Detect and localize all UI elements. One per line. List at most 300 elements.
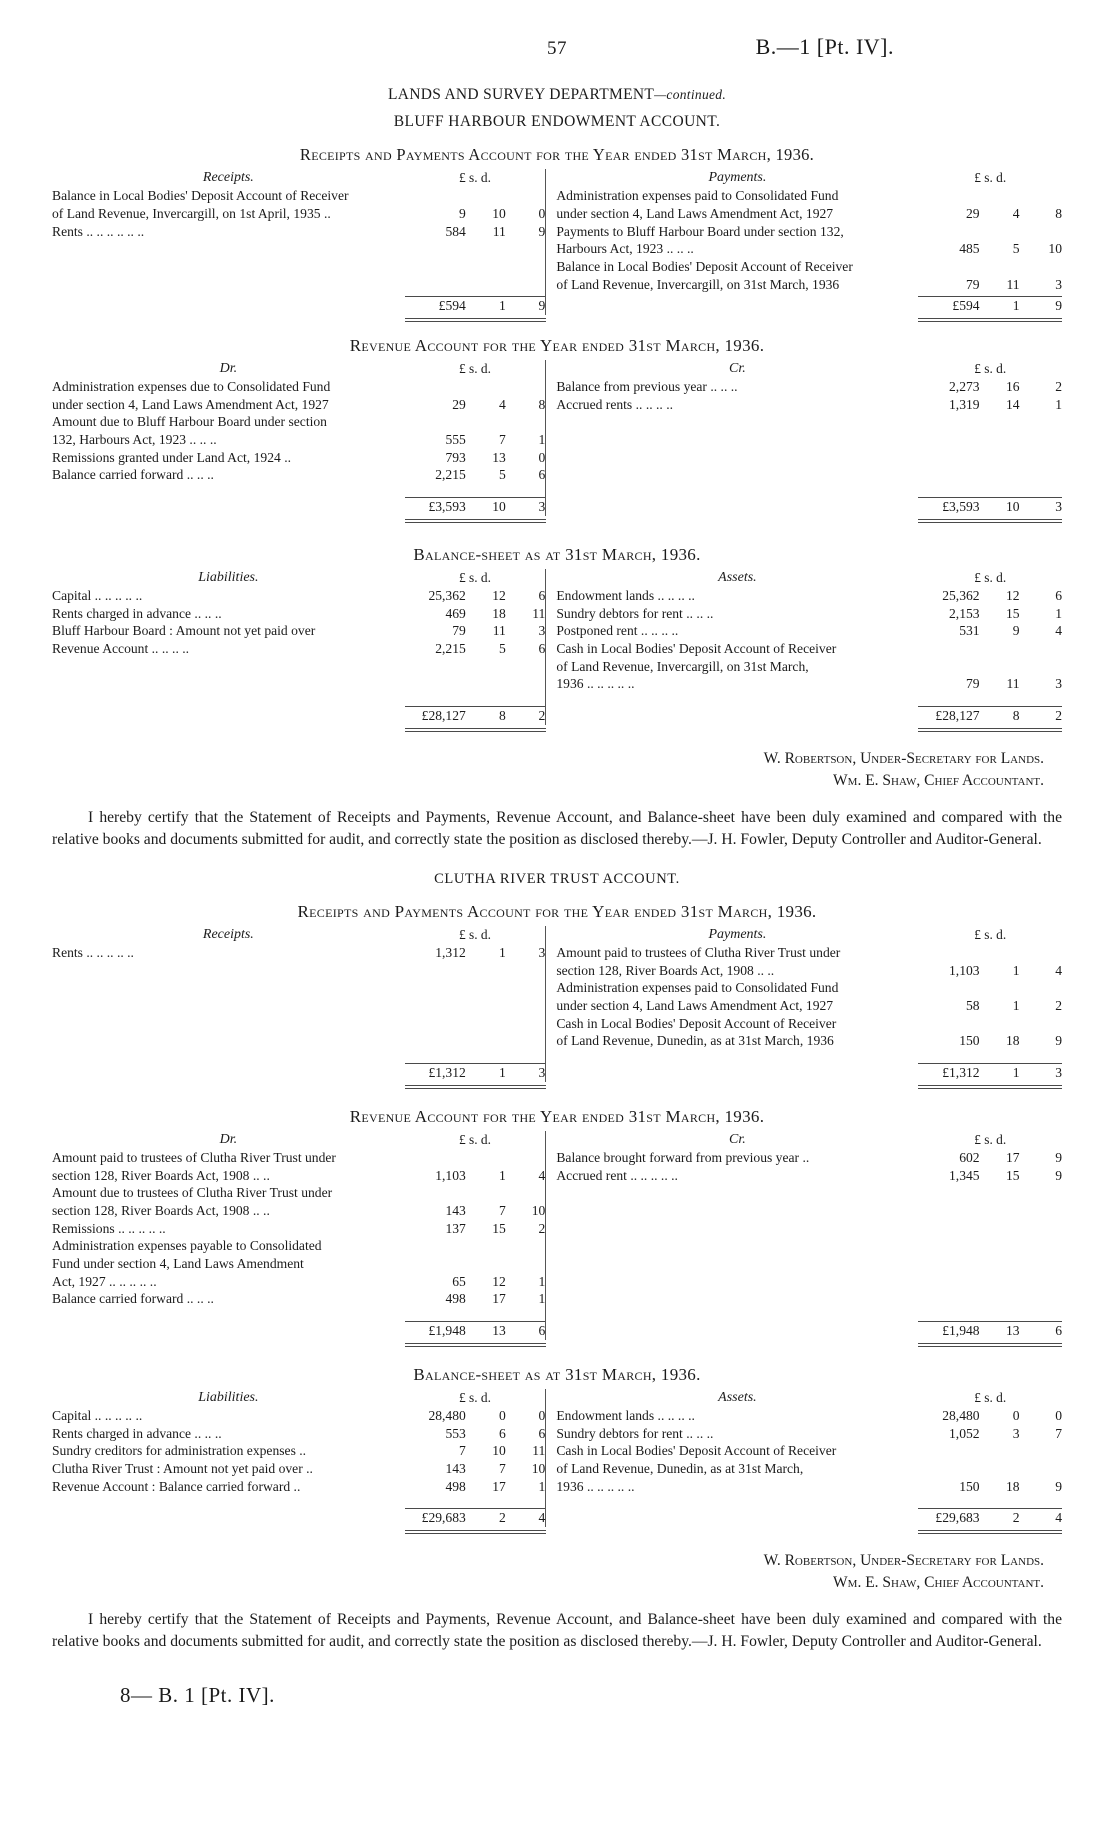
row-shillings: 11 xyxy=(1006,276,1020,292)
row-desc: Rents charged in advance .. .. .. xyxy=(52,605,222,621)
row-desc-cont: of Land Revenue, Invercargill, on 1st April, 1935 .. xyxy=(52,205,331,221)
row-pounds: 79 xyxy=(966,276,980,292)
total-shillings: 8 xyxy=(499,708,506,723)
clutha-revenue-section xyxy=(52,1131,1062,1347)
clutha-balance-sheet-section xyxy=(52,1389,1062,1534)
total-row xyxy=(52,707,1062,725)
row-pounds: 7 xyxy=(459,1443,466,1459)
table-row xyxy=(52,1149,1062,1167)
row-shillings: 15 xyxy=(1005,605,1020,621)
table-header-row xyxy=(52,169,1062,187)
row-pence: 1 xyxy=(538,432,546,448)
row-pounds: 2,215 xyxy=(435,640,466,656)
table-row xyxy=(52,378,1062,396)
bluff-receipts-payments-section xyxy=(52,169,1062,322)
column-divider xyxy=(546,1389,557,1407)
table-row xyxy=(52,1032,1062,1050)
table-row xyxy=(52,1202,1062,1220)
total-shillings: 1 xyxy=(1012,1065,1020,1081)
row-desc: Clutha River Trust : Amount not yet paid over .. xyxy=(52,1460,313,1476)
total-pence: 2 xyxy=(1055,708,1062,723)
row-pounds: 1,052 xyxy=(949,1425,980,1441)
right-money-header: £ s. d. xyxy=(974,1389,1007,1405)
signature-line-1: W. Robertson, Under-Secretary for Lands. xyxy=(763,749,1044,767)
row-shillings: 17 xyxy=(492,1291,506,1307)
row-desc: Sundry debtors for rent .. .. .. xyxy=(556,605,714,621)
row-shillings: 12 xyxy=(1005,587,1020,603)
bluff-revenue-title: Revenue Account for the Year ended 31st March, 1936. xyxy=(349,335,765,355)
table-row xyxy=(52,997,1062,1015)
row-desc: Rents .. .. .. .. .. xyxy=(52,945,134,961)
total-row xyxy=(52,1322,1062,1340)
row-desc: Balance in Local Bodies' Deposit Account of Receiver xyxy=(52,188,349,204)
total-pence: 9 xyxy=(1055,298,1062,314)
right-column-header: Assets. xyxy=(718,569,757,585)
double-rule-row xyxy=(52,725,1062,732)
row-desc: Balance brought forward from previous year .. xyxy=(556,1149,810,1165)
table-row xyxy=(52,223,1062,241)
row-pence: 11 xyxy=(532,1443,546,1459)
clutha-revenue-title: Revenue Account for the Year ended 31st March, 1936. xyxy=(349,1106,765,1126)
row-pounds: 1,312 xyxy=(435,945,466,961)
row-pounds: 137 xyxy=(445,1220,466,1236)
column-divider xyxy=(546,360,557,378)
table-row xyxy=(52,1015,1062,1033)
total-pounds: £29,683 xyxy=(935,1510,980,1526)
left-money-header: £ s. d. xyxy=(458,569,491,585)
bluff-receipts-payments-title: Receipts and Payments Account for the Year ended 31st March, 1936. xyxy=(299,145,815,164)
signature-line-1: W. Robertson, Under-Secretary for Lands. xyxy=(763,1551,1044,1569)
total-pounds: £1,948 xyxy=(428,1323,466,1339)
department-continued: —continued. xyxy=(654,87,727,102)
column-divider xyxy=(546,169,557,187)
left-money-header: £ s. d. xyxy=(458,926,491,942)
row-pounds: 498 xyxy=(445,1478,466,1494)
double-rule-row xyxy=(52,1340,1062,1347)
row-shillings: 7 xyxy=(499,1460,506,1476)
row-pence: 3 xyxy=(1055,676,1062,692)
row-pounds: 584 xyxy=(445,223,466,239)
department-name: LANDS AND SURVEY DEPARTMENT xyxy=(387,86,655,103)
total-pence: 3 xyxy=(1055,1065,1062,1081)
row-desc: Endowment lands .. .. .. .. xyxy=(556,587,695,603)
row-desc: Balance from previous year .. .. .. xyxy=(556,379,738,395)
double-rule-row xyxy=(52,516,1062,523)
right-money-header: £ s. d. xyxy=(974,1131,1007,1147)
row-pounds: 79 xyxy=(966,676,980,692)
row-desc: Rents charged in advance .. .. .. xyxy=(52,1425,222,1441)
row-desc: Administration expenses payable to Consolidated xyxy=(52,1238,322,1254)
double-rule-row xyxy=(52,1527,1062,1534)
row-shillings: 3 xyxy=(1012,1425,1020,1441)
total-pence: 3 xyxy=(538,499,546,515)
right-money-header: £ s. d. xyxy=(974,360,1007,376)
table-header-row xyxy=(52,926,1062,944)
row-pounds: 485 xyxy=(959,241,980,257)
column-divider xyxy=(546,1131,557,1149)
row-pence: 9 xyxy=(1055,1033,1062,1049)
spacer-row xyxy=(52,693,1062,703)
table-row xyxy=(52,1290,1062,1308)
row-desc-cont2: Act, 1927 .. .. .. .. .. xyxy=(52,1273,157,1289)
total-pounds: £3,593 xyxy=(428,499,466,515)
row-pence: 8 xyxy=(538,396,546,412)
row-desc: Cash in Local Bodies' Deposit Account of Receiver xyxy=(556,1015,837,1031)
row-pence: 0 xyxy=(538,1407,546,1423)
row-pence: 10 xyxy=(531,1460,546,1476)
row-desc: Administration expenses due to Consolidated Fund xyxy=(52,379,331,395)
total-row xyxy=(52,297,1062,315)
table-row xyxy=(52,1184,1062,1202)
bluff-signature-block xyxy=(0,748,1044,793)
row-pence: 0 xyxy=(1055,1407,1062,1423)
row-shillings: 1 xyxy=(1012,998,1020,1014)
row-pence: 0 xyxy=(538,449,546,465)
row-desc: Rents .. .. .. .. .. .. xyxy=(52,223,145,239)
row-pounds: 150 xyxy=(959,1478,980,1494)
table-row xyxy=(52,640,1062,658)
table-row xyxy=(52,1220,1062,1238)
clutha-balance-sheet-title: Balance-sheet as at 31st March, 1936. xyxy=(413,1364,701,1384)
row-pence: 1 xyxy=(538,1273,546,1289)
total-pounds: £594 xyxy=(438,298,466,314)
row-shillings: 13 xyxy=(492,449,506,465)
row-shillings: 17 xyxy=(1005,1149,1020,1165)
total-pence: 2 xyxy=(538,708,546,723)
table-row xyxy=(52,413,1062,431)
left-money-header: £ s. d. xyxy=(458,170,491,185)
clutha-receipts-payments-title: Receipts and Payments Account for the Year ended 31st March, 1936. xyxy=(297,901,817,921)
row-desc-cont: section 128, River Boards Act, 1908 .. .. xyxy=(556,962,775,978)
row-desc: Amount paid to trustees of Clutha River Trust under xyxy=(52,1149,336,1165)
row-desc-cont2: 1936 .. .. .. .. .. xyxy=(556,1478,635,1494)
row-pence: 4 xyxy=(1055,962,1062,978)
table-row xyxy=(52,258,1062,276)
row-desc-cont: of Land Revenue, Invercargill, on 31st March, xyxy=(556,658,809,674)
row-pounds: 469 xyxy=(445,605,466,621)
footer-signature-number: 8— B. 1 [Pt. IV]. xyxy=(120,1683,275,1708)
document-page xyxy=(0,34,1114,1848)
row-pence: 2 xyxy=(538,1220,546,1236)
clutha-receipts-payments-table xyxy=(52,926,1062,1089)
row-pence: 9 xyxy=(1055,1167,1062,1183)
table-header-row xyxy=(52,1131,1062,1149)
total-shillings: 8 xyxy=(1012,708,1020,723)
table-row xyxy=(52,276,1062,294)
right-column-header: Cr. xyxy=(729,360,746,376)
row-desc: Payments to Bluff Harbour Board under section 132, xyxy=(556,223,844,239)
row-pounds: 9 xyxy=(459,205,466,221)
row-pounds: 28,480 xyxy=(428,1407,466,1423)
row-shillings: 11 xyxy=(492,623,506,639)
total-row xyxy=(52,498,1062,516)
row-shillings: 5 xyxy=(499,467,506,483)
row-desc: Amount paid to trustees of Clutha River Trust under xyxy=(556,945,841,961)
row-desc: Remissions granted under Land Act, 1924 .. xyxy=(52,449,291,465)
row-desc: Cash in Local Bodies' Deposit Account of Receiver xyxy=(556,640,837,656)
row-pence: 6 xyxy=(538,467,546,483)
total-pence: 6 xyxy=(538,1323,546,1339)
table-row xyxy=(52,187,1062,205)
department-heading xyxy=(0,86,1114,104)
table-row xyxy=(52,1407,1062,1425)
row-desc-cont: Fund under section 4, Land Laws Amendment xyxy=(52,1256,304,1271)
row-pence: 10 xyxy=(531,1202,546,1218)
row-pence: 2 xyxy=(1055,379,1062,395)
row-pence: 8 xyxy=(1055,205,1062,221)
row-pounds: 1,103 xyxy=(949,962,980,978)
row-desc: Balance in Local Bodies' Deposit Account of Receiver xyxy=(556,258,853,274)
row-desc: Accrued rent .. .. .. .. .. xyxy=(556,1167,678,1183)
row-pounds: 143 xyxy=(445,1460,466,1476)
clutha-signature-block xyxy=(0,1550,1044,1595)
double-rule-row xyxy=(52,1082,1062,1089)
row-pence: 1 xyxy=(1055,396,1062,412)
row-shillings: 5 xyxy=(499,640,506,656)
row-shillings: 16 xyxy=(1005,379,1020,395)
row-shillings: 11 xyxy=(1006,676,1020,692)
row-pence: 4 xyxy=(1055,623,1062,639)
clutha-revenue-table xyxy=(52,1131,1062,1347)
clutha-audit-certificate: I hereby certify that the Statement of Receipts and Payments, Revenue Account, and Balance-sheet have been duly examined and compared with the relative books and documents submitted for audit, and correctly state the position as disclosed thereby.—J. H. Fowler, Deputy Controller and Auditor-General. xyxy=(52,1610,1062,1650)
row-shillings: 0 xyxy=(499,1407,506,1423)
row-pounds: 29 xyxy=(452,396,466,412)
bluff-revenue-section xyxy=(52,360,1062,523)
row-desc: Administration expenses paid to Consolidated Fund xyxy=(556,980,839,996)
row-pounds: 143 xyxy=(445,1202,466,1218)
document-reference: B.—1 [Pt. IV]. xyxy=(755,34,894,59)
table-row xyxy=(52,1425,1062,1443)
row-pence: 6 xyxy=(1055,587,1062,603)
row-desc: Endowment lands .. .. .. .. xyxy=(556,1407,695,1423)
right-column-header: Assets. xyxy=(718,1389,757,1405)
row-pounds: 29 xyxy=(966,205,980,221)
bluff-account-title: BLUFF HARBOUR ENDOWMENT ACCOUNT. xyxy=(393,113,721,130)
row-pounds: 65 xyxy=(452,1273,466,1289)
total-pounds: £28,127 xyxy=(421,708,466,723)
total-shillings: 1 xyxy=(499,1065,506,1081)
row-pounds: 28,480 xyxy=(942,1407,980,1423)
total-pounds: £29,683 xyxy=(421,1510,466,1526)
row-shillings: 4 xyxy=(499,396,506,412)
row-desc: Amount due to Bluff Harbour Board under section xyxy=(52,414,327,430)
table-row xyxy=(52,605,1062,623)
bluff-balance-sheet-title: Balance-sheet as at 31st March, 1936. xyxy=(413,544,701,564)
total-shillings: 10 xyxy=(492,499,506,515)
total-row xyxy=(52,1064,1062,1082)
row-desc-cont: of Land Revenue, Dunedin, as at 31st March, xyxy=(556,1460,804,1476)
row-pence: 1 xyxy=(1055,605,1062,621)
row-pounds: 498 xyxy=(445,1291,466,1307)
bluff-receipts-payments-table xyxy=(52,169,1062,322)
table-row xyxy=(52,396,1062,414)
table-row xyxy=(52,205,1062,223)
row-desc: Balance carried forward .. .. .. xyxy=(52,467,214,483)
row-pence: 9 xyxy=(1055,1478,1062,1494)
right-column-header: Cr. xyxy=(729,1131,746,1147)
row-pounds: 793 xyxy=(445,449,466,465)
total-pence: 4 xyxy=(1055,1510,1062,1526)
table-row xyxy=(52,587,1062,605)
row-pence: 10 xyxy=(1048,241,1062,257)
clutha-balance-sheet-table xyxy=(52,1389,1062,1534)
row-shillings: 5 xyxy=(1012,241,1020,257)
row-pence: 2 xyxy=(1055,998,1062,1014)
row-shillings: 18 xyxy=(1005,1478,1020,1494)
left-column-header: Dr. xyxy=(219,360,238,376)
total-shillings: 2 xyxy=(1012,1510,1020,1526)
total-pounds: £3,593 xyxy=(942,499,980,515)
signature-line-2: Wm. E. Shaw, Chief Accountant. xyxy=(833,772,1044,790)
row-shillings: 4 xyxy=(1012,205,1020,221)
left-column-header: Receipts. xyxy=(202,170,254,185)
row-desc: Cash in Local Bodies' Deposit Account of Receiver xyxy=(556,1443,837,1459)
total-shillings: 13 xyxy=(492,1323,506,1339)
left-column-header: Receipts. xyxy=(202,926,254,942)
total-pounds: £1,312 xyxy=(942,1065,980,1081)
row-shillings: 10 xyxy=(492,205,506,221)
row-desc: Sundry debtors for rent .. .. .. xyxy=(556,1425,714,1441)
table-row xyxy=(52,658,1062,676)
row-shillings: 6 xyxy=(499,1425,506,1441)
table-row xyxy=(52,449,1062,467)
row-pence: 6 xyxy=(538,587,546,603)
table-row xyxy=(52,466,1062,484)
row-pence: 6 xyxy=(538,640,546,656)
row-pounds: 25,362 xyxy=(942,587,980,603)
table-row xyxy=(52,1273,1062,1291)
row-desc-cont: under section 4, Land Laws Amendment Act, 1927 xyxy=(52,396,329,412)
row-pence: 3 xyxy=(538,945,546,961)
table-row xyxy=(52,1442,1062,1460)
bluff-revenue-table xyxy=(52,360,1062,523)
total-pence: 9 xyxy=(538,298,546,314)
row-pence: 1 xyxy=(538,1478,546,1494)
row-desc: Remissions .. .. .. .. .. xyxy=(52,1220,166,1236)
row-shillings: 7 xyxy=(499,432,506,448)
row-shillings: 1 xyxy=(499,1167,506,1183)
row-pounds: 2,273 xyxy=(949,379,980,395)
table-row xyxy=(52,1255,1062,1273)
row-desc: Bluff Harbour Board : Amount not yet paid over xyxy=(52,623,316,639)
row-pence: 1 xyxy=(538,1291,546,1307)
left-money-header: £ s. d. xyxy=(458,360,491,376)
total-shillings: 1 xyxy=(1012,298,1020,314)
table-header-row xyxy=(52,1389,1062,1407)
page-header xyxy=(0,34,1114,84)
total-shillings: 10 xyxy=(1005,499,1020,515)
total-shillings: 1 xyxy=(499,298,506,314)
row-pounds: 531 xyxy=(959,623,980,639)
total-pounds: £594 xyxy=(952,298,980,314)
spacer-row xyxy=(52,1050,1062,1060)
right-money-header: £ s. d. xyxy=(974,170,1007,185)
row-desc: Capital .. .. .. .. .. xyxy=(52,1407,143,1423)
row-shillings: 12 xyxy=(492,1273,506,1289)
row-desc: Capital .. .. .. .. .. xyxy=(52,587,143,603)
right-money-header: £ s. d. xyxy=(974,569,1007,585)
left-column-header: Dr. xyxy=(219,1131,238,1147)
row-shillings: 7 xyxy=(499,1202,506,1218)
table-row xyxy=(52,431,1062,449)
row-shillings: 12 xyxy=(492,587,506,603)
table-row xyxy=(52,622,1062,640)
row-desc-cont: Harbours Act, 1923 .. .. .. xyxy=(556,241,694,257)
row-shillings: 9 xyxy=(1012,623,1020,639)
row-pence: 3 xyxy=(1055,276,1062,292)
spacer-row xyxy=(52,1495,1062,1505)
row-desc-cont: of Land Revenue, Invercargill, on 31st March, 1936 xyxy=(556,276,840,292)
clutha-account-title: CLUTHA RIVER TRUST ACCOUNT. xyxy=(434,870,680,887)
row-shillings: 18 xyxy=(1005,1033,1020,1049)
spacer-row xyxy=(52,1308,1062,1318)
table-header-row xyxy=(52,569,1062,587)
row-desc-cont: under section 4, Land Laws Amendment Act, 1927 xyxy=(556,205,834,221)
table-row xyxy=(52,979,1062,997)
clutha-receipts-payments-section xyxy=(52,926,1062,1089)
total-pounds: £1,312 xyxy=(428,1065,466,1081)
row-desc: Revenue Account .. .. .. .. xyxy=(52,640,190,656)
row-shillings: 15 xyxy=(492,1220,506,1236)
table-row xyxy=(52,675,1062,693)
row-desc: Balance carried forward .. .. .. xyxy=(52,1291,214,1307)
row-desc-cont: section 128, River Boards Act, 1908 .. .. xyxy=(52,1167,270,1183)
row-pounds: 602 xyxy=(959,1149,980,1165)
left-column-header: Liabilities. xyxy=(198,1389,259,1405)
row-pounds: 1,319 xyxy=(949,396,980,412)
row-shillings: 18 xyxy=(492,605,506,621)
page-number: 57 xyxy=(547,38,567,59)
row-shillings: 15 xyxy=(1005,1167,1020,1183)
row-desc: Amount due to trustees of Clutha River Trust under xyxy=(52,1185,333,1201)
row-shillings: 17 xyxy=(492,1478,506,1494)
row-pounds: 2,153 xyxy=(949,605,980,621)
row-pence: 9 xyxy=(538,223,546,239)
row-pounds: 25,362 xyxy=(428,587,466,603)
total-shillings: 13 xyxy=(1005,1323,1020,1339)
table-row xyxy=(52,1460,1062,1478)
row-pence: 7 xyxy=(1055,1425,1062,1441)
column-divider xyxy=(546,926,557,944)
double-rule-row xyxy=(52,315,1062,322)
total-pounds: £28,127 xyxy=(935,708,980,723)
row-desc: Accrued rents .. .. .. .. xyxy=(556,396,674,412)
row-pence: 11 xyxy=(532,605,546,621)
column-divider xyxy=(546,569,557,587)
left-column-header: Liabilities. xyxy=(198,569,259,585)
row-pounds: 150 xyxy=(959,1033,980,1049)
row-pounds: 1,345 xyxy=(949,1167,980,1183)
total-row xyxy=(52,1509,1062,1527)
row-pounds: 58 xyxy=(966,998,980,1014)
bluff-audit-certificate: I hereby certify that the Statement of Receipts and Payments, Revenue Account, and Balance-sheet have been duly examined and compared with the relative books and documents submitted for audit, and correctly state the position as disclosed thereby.—J. H. Fowler, Deputy Controller and Auditor-General. xyxy=(52,808,1062,848)
total-pence: 6 xyxy=(1055,1323,1062,1339)
row-desc-cont: under section 4, Land Laws Amendment Act, 1927 xyxy=(556,998,834,1014)
row-desc-cont: of Land Revenue, Dunedin, as at 31st March, 1936 xyxy=(556,1033,834,1049)
row-shillings: 11 xyxy=(492,223,506,239)
row-pounds: 555 xyxy=(445,432,466,448)
row-pence: 0 xyxy=(538,205,546,221)
right-column-header: Payments. xyxy=(708,926,767,942)
total-pounds: £1,948 xyxy=(942,1323,980,1339)
row-pounds: 2,215 xyxy=(435,467,466,483)
row-shillings: 0 xyxy=(1012,1407,1020,1423)
total-shillings: 2 xyxy=(499,1510,506,1526)
bluff-balance-sheet-section xyxy=(52,569,1062,732)
row-desc: Revenue Account : Balance carried forward .. xyxy=(52,1478,301,1494)
row-pence: 6 xyxy=(538,1425,546,1441)
row-desc-cont2: 1936 .. .. .. .. .. xyxy=(556,676,635,692)
